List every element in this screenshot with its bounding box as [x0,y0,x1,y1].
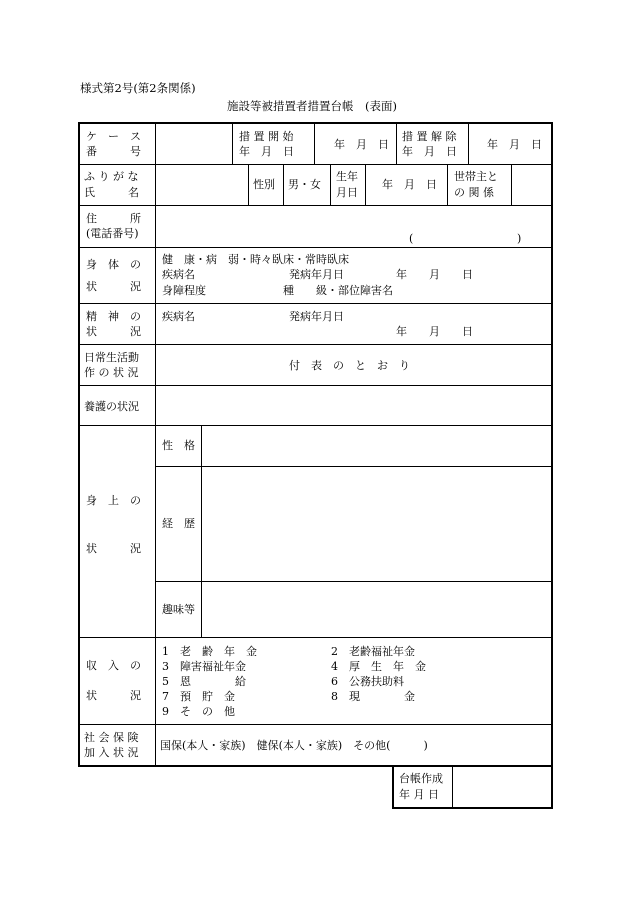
birth-label-2: 月日 [336,186,358,199]
sex-label: 性別 [253,178,275,191]
personal-status-label-2: 状 況 [86,542,141,555]
income-item: 3 障害福祉年金 [162,660,246,673]
physical-disease-label: 疾病名 [162,268,195,281]
social-insurance-label-2: 加 入 状 況 [84,746,139,759]
disability-level-label: 身障程度 [162,284,206,297]
page-title: 施設等被措置者措置台帳 (表面) [227,99,397,113]
mental-disease-label: 疾病名 [162,310,195,323]
social-insurance-label-1: 社 会 保 険 [84,731,139,744]
physical-status-label-2: 状 況 [86,280,141,293]
birth-value: 年 月 日 [382,178,437,191]
personality-label: 性 格 [162,439,195,452]
income-item: 9 そ の 他 [162,705,235,718]
measure-start-value: 年 月 日 [334,138,389,151]
personal-status-label-1: 身 上 の [86,494,141,507]
physical-onset-value: 年 月 日 [396,268,473,281]
income-item: 8 現 金 [331,690,415,703]
income-item: 4 厚 生 年 金 [331,660,426,673]
case-number-label-1: ケ ー ス [86,130,141,143]
mental-onset-value: 年 月 日 [396,325,473,338]
hobbies-label: 趣味等 [162,603,195,616]
daily-living-value: 付 表 の と お り [289,359,410,372]
physical-status-label-1: 身 体 の [86,258,141,271]
sex-value: 男・女 [288,178,321,191]
mental-onset-label: 発病年月日 [289,310,344,323]
income-item: 1 老 齢 年 金 [162,645,257,658]
care-status-label: 養護の状況 [84,400,139,413]
address-label-2: (電話番号) [86,227,139,240]
measure-end-label-1: 措 置 解 除 [402,130,457,143]
measure-end-value: 年 月 日 [487,138,542,151]
ledger-created-label-1: 台帳作成 [399,772,443,785]
income-item: 5 恩 給 [162,675,246,688]
address-label-1: 住 所 [86,212,141,225]
measure-start-label-1: 措 置 開 始 [239,130,294,143]
social-insurance-value: 国保(本人・家族) 健保(本人・家族) その他( ) [160,739,428,752]
case-number-label-2: 番 号 [86,145,141,158]
phone-paren-open: ( [409,232,414,245]
phone-paren-close: ) [517,232,522,245]
mental-status-label-1: 精 神 の [86,310,141,323]
birth-label-1: 生年 [336,170,358,183]
ledger-created-label-2: 年 月 日 [399,788,439,801]
household-relation-label-2: の 関 係 [454,186,494,199]
household-relation-label-1: 世帯主と [454,170,498,183]
income-item: 6 公務扶助料 [331,675,404,688]
income-status-label-2: 状 況 [86,689,141,702]
daily-living-label-1: 日常生活動 [84,351,139,364]
name-label-1: ふ り が な [84,170,139,183]
daily-living-label-2: 作 の 状 況 [84,366,139,379]
mental-status-label-2: 状 況 [86,325,141,338]
income-item: 2 老齢福祉年金 [331,645,415,658]
name-label-2: 氏 名 [84,186,139,199]
measure-end-label-2: 年 月 日 [402,145,457,158]
disability-grade-label: 種 級・部位障害名 [283,284,393,297]
income-status-label-1: 収 入 の [86,659,141,672]
income-item: 7 預 貯 金 [162,690,235,703]
physical-health-options: 健 康・病 弱・時々臥床・常時臥床 [162,253,349,266]
physical-onset-label: 発病年月日 [289,268,344,281]
history-label: 経 歴 [162,517,195,530]
measure-start-label-2: 年 月 日 [239,145,294,158]
form-number: 様式第2号(第2条関係) [80,81,196,95]
